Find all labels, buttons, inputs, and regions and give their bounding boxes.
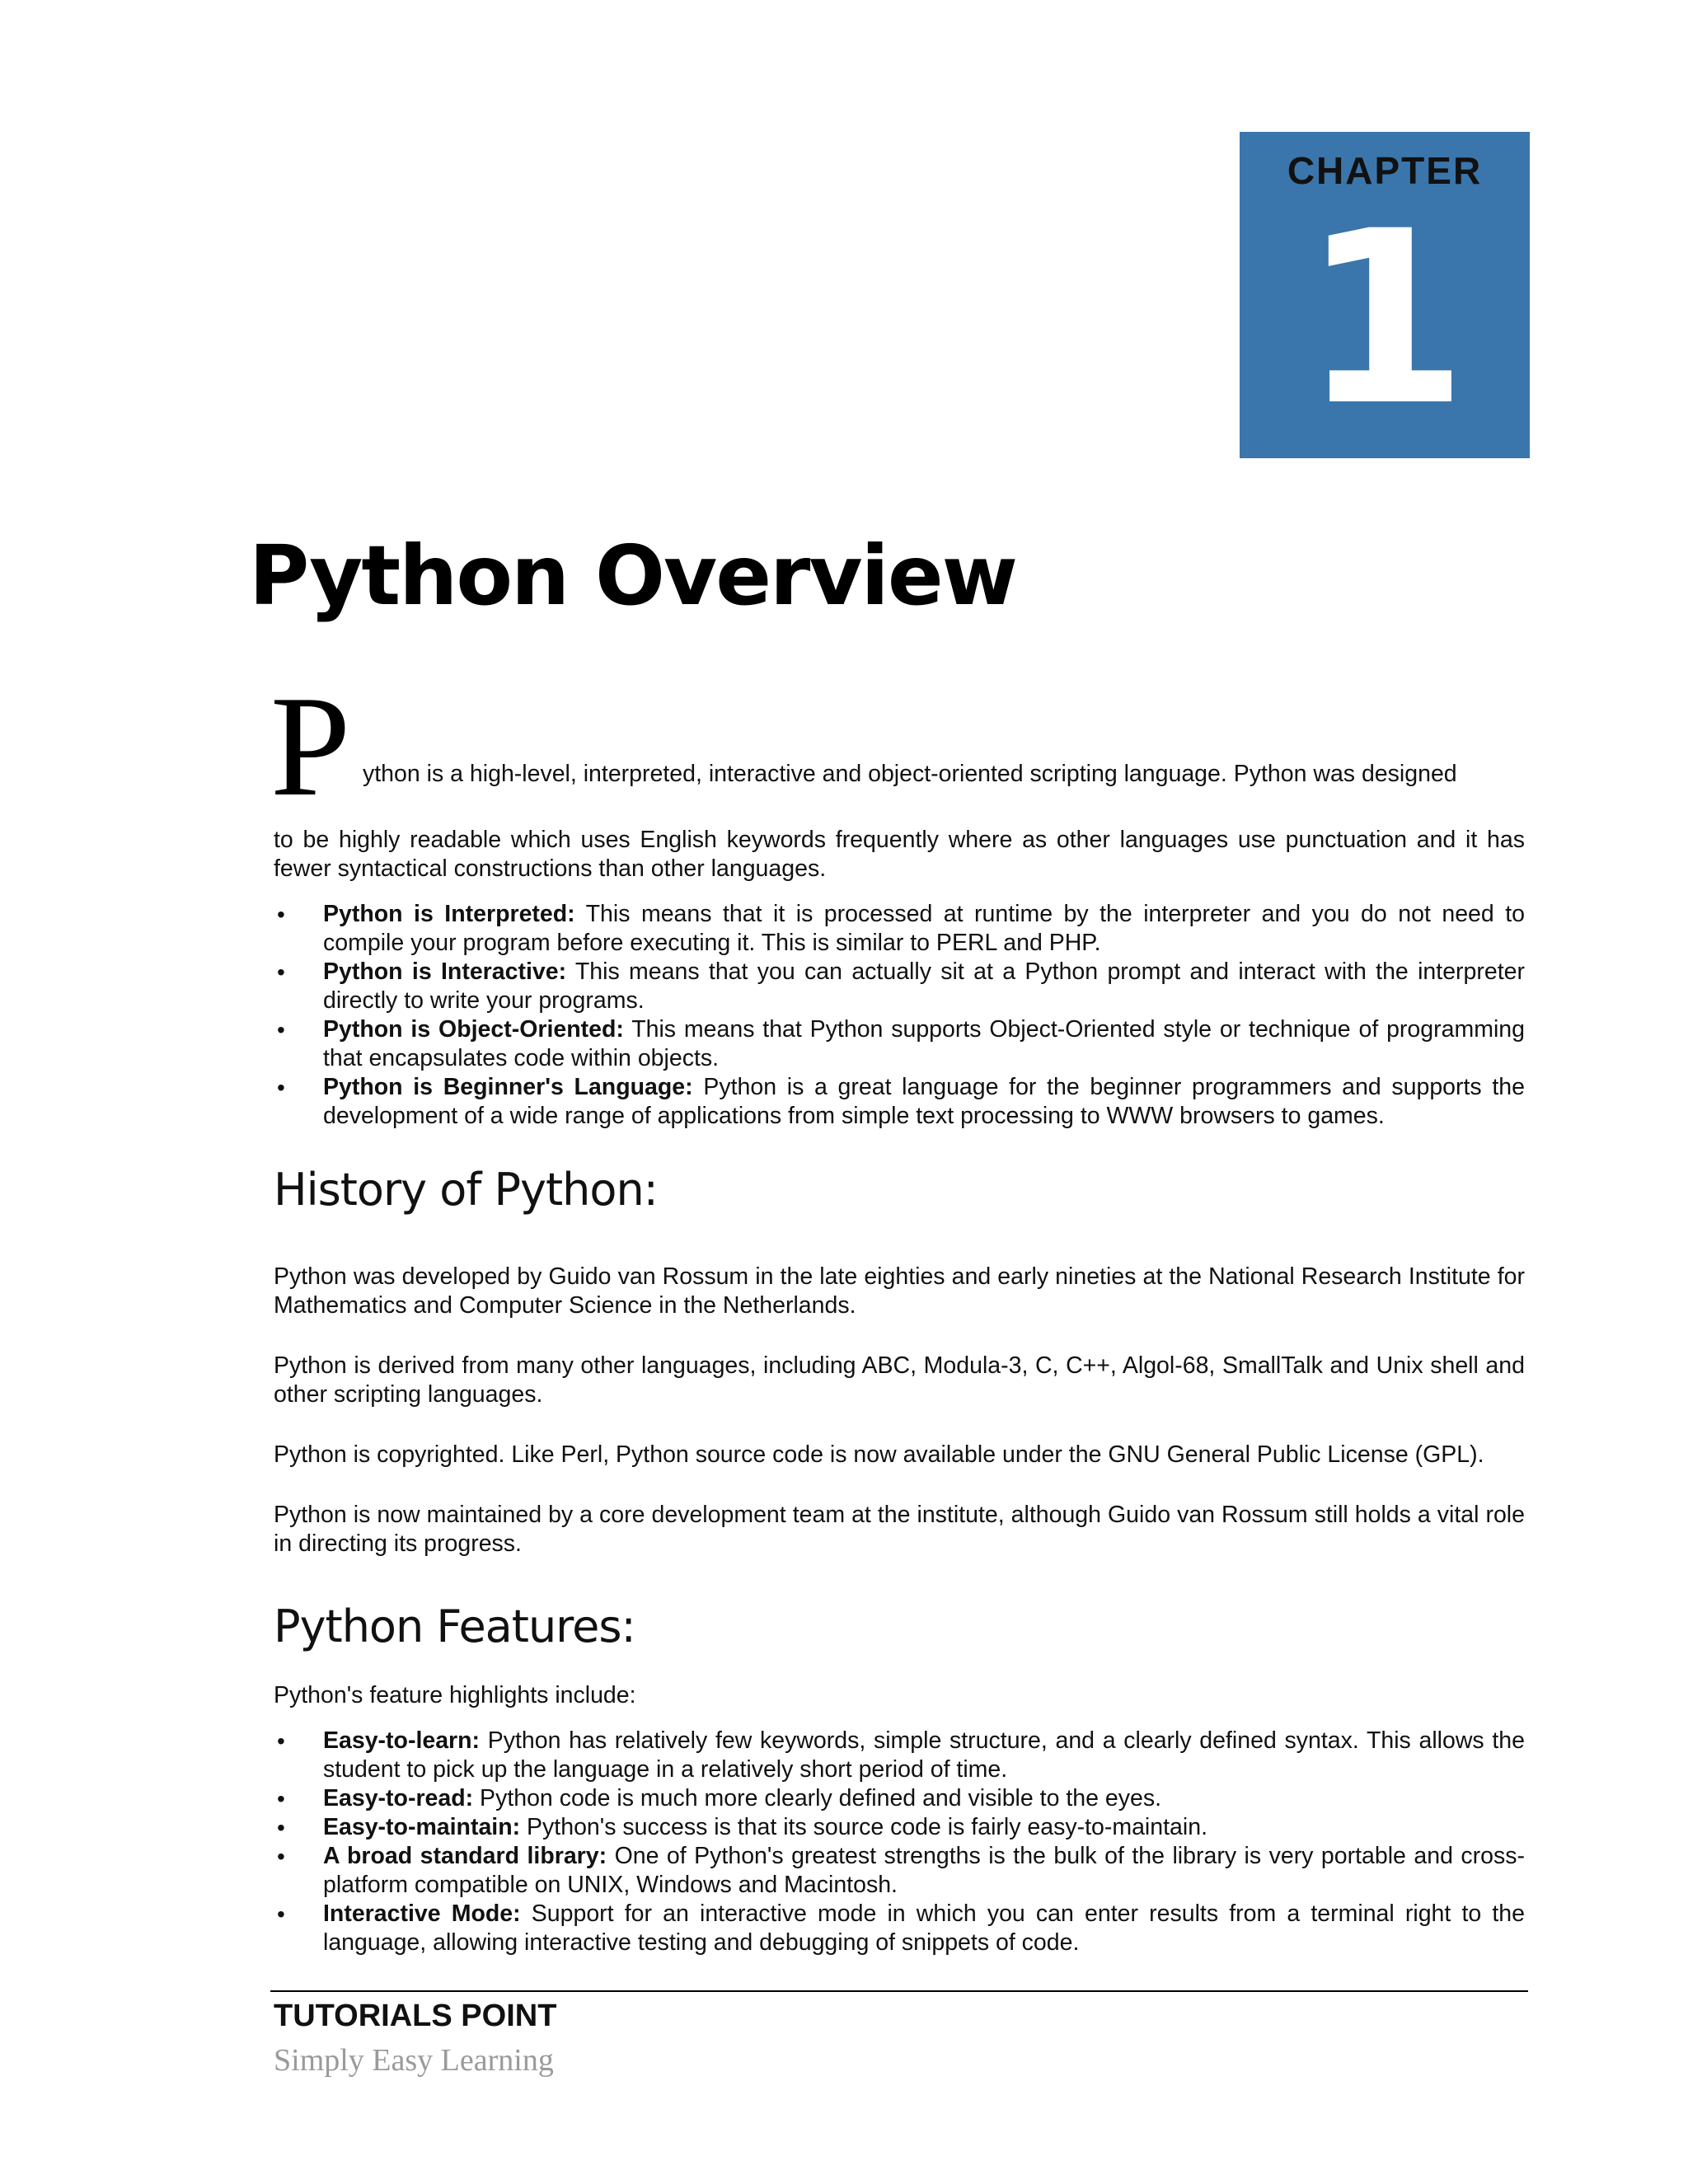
- bullet-term: Python is Interactive:: [323, 958, 567, 985]
- list-item: [274, 1073, 1525, 1131]
- drop-cap: P: [270, 666, 351, 826]
- bullet-icon: •: [277, 1075, 285, 1100]
- features-section: [274, 1681, 1525, 1957]
- history-paragraph: Python is now maintained by a core development team at the institute, although Guido van Rossum still holds a vital role in directing its progress.: [274, 1502, 1525, 1557]
- bullet-text: This means that it is processed at runtime by the interpreter and you do not need to compile your program before executing it. This is similar to PERL and PHP.: [323, 901, 1525, 956]
- bullet-term: Easy-to-learn:: [323, 1727, 481, 1754]
- bullet-icon: •: [277, 959, 285, 985]
- chapter-number: 1: [1301, 180, 1468, 458]
- list-item: [274, 958, 1525, 1015]
- bullet-term: Python is Beginner's Language:: [323, 1074, 693, 1100]
- bullet-text: Python's success is that its source code is fairly easy-to-maintain.: [520, 1814, 1207, 1840]
- footer-tagline: Simply Easy Learning: [274, 2043, 554, 2078]
- history-heading: History of Python:: [274, 1164, 658, 1216]
- bullet-term: Python is Interpreted:: [323, 901, 575, 927]
- footer-divider: [270, 1990, 1528, 1992]
- bullet-icon: •: [277, 1728, 285, 1754]
- intro-paragraph: to be highly readable which uses English keywords frequently where as other languages use punctuation and it has fewer syntactical constructions than other languages.: [274, 827, 1525, 882]
- chapter-label: CHAPTER: [1287, 149, 1483, 192]
- list-item: [274, 900, 1525, 958]
- bullet-text: Support for an interactive mode in which you can enter results from a terminal right to the language, allowing interactive testing and debugging of snippets of code.: [323, 1900, 1526, 1956]
- overview-list: [274, 900, 1525, 1131]
- bullet-term: Easy-to-read:: [323, 1785, 474, 1811]
- bullet-term: Python is Object-Oriented:: [323, 1016, 624, 1043]
- bullet-term: Interactive Mode:: [323, 1900, 521, 1927]
- bullet-text: This means that Python supports Object-Oriented style or technique of programming that encapsulates code within objects.: [323, 1016, 1525, 1071]
- bullet-icon: •: [277, 1017, 285, 1043]
- bullet-text: Python has relatively few keywords, simple structure, and a clearly defined syntax. This allows the student to pick up the language in a relatively short period of time.: [323, 1727, 1525, 1783]
- list-item: [274, 1842, 1525, 1900]
- bullet-icon: •: [277, 1786, 285, 1811]
- bullet-text: One of Python's greatest strengths is the bulk of the library is very portable and cross-platform compatible on UNIX, Windows and Macintosh.: [323, 1843, 1525, 1898]
- list-item: [274, 1015, 1525, 1073]
- page-title: Python Overview: [249, 527, 1017, 624]
- bullet-icon: •: [277, 1844, 285, 1869]
- history-paragraph: Python is derived from many other languages, including ABC, Modula-3, C, C++, Algol-68, SmallTalk and Unix shell and other scripting languages.: [274, 1352, 1525, 1408]
- list-item: [274, 1727, 1525, 1784]
- features-intro: Python's feature highlights include:: [274, 1682, 636, 1708]
- intro-section: [274, 826, 1525, 1131]
- bullet-text: This means that you can actually sit at a Python prompt and interact with the interpreter directly to write your programs.: [323, 958, 1525, 1014]
- history-section: [274, 1263, 1525, 1558]
- bullet-text: Python is a great language for the beginner programmers and supports the development of a wide range of applications from simple text processing to WWW browsers to games.: [323, 1074, 1525, 1129]
- bullet-icon: •: [277, 1815, 285, 1840]
- history-paragraph: Python is copyrighted. Like Perl, Python source code is now available under the GNU General Public License (GPL).: [274, 1441, 1484, 1468]
- list-item: [274, 1784, 1525, 1813]
- bullet-term: A broad standard library:: [323, 1843, 607, 1869]
- bullet-text: Python code is much more clearly defined and visible to the eyes.: [473, 1785, 1162, 1811]
- features-heading: Python Features:: [274, 1601, 635, 1652]
- bullet-icon: •: [277, 1901, 285, 1927]
- chapter-badge: [1240, 132, 1530, 458]
- bullet-icon: •: [277, 902, 285, 927]
- bullet-term: Easy-to-maintain:: [323, 1814, 521, 1840]
- list-item: [274, 1813, 1525, 1842]
- list-item: [274, 1900, 1525, 1957]
- history-paragraph: Python was developed by Guido van Rossum in the late eighties and early nineties at the National Research Institute for Mathematics and Computer Science in the Netherlands.: [274, 1263, 1525, 1319]
- intro-first-line: ython is a high-level, interpreted, interactive and object-oriented scripting language. Python was designed: [363, 761, 1457, 787]
- features-list: [274, 1727, 1525, 1957]
- footer-brand: TUTORIALS POINT: [274, 1999, 557, 2033]
